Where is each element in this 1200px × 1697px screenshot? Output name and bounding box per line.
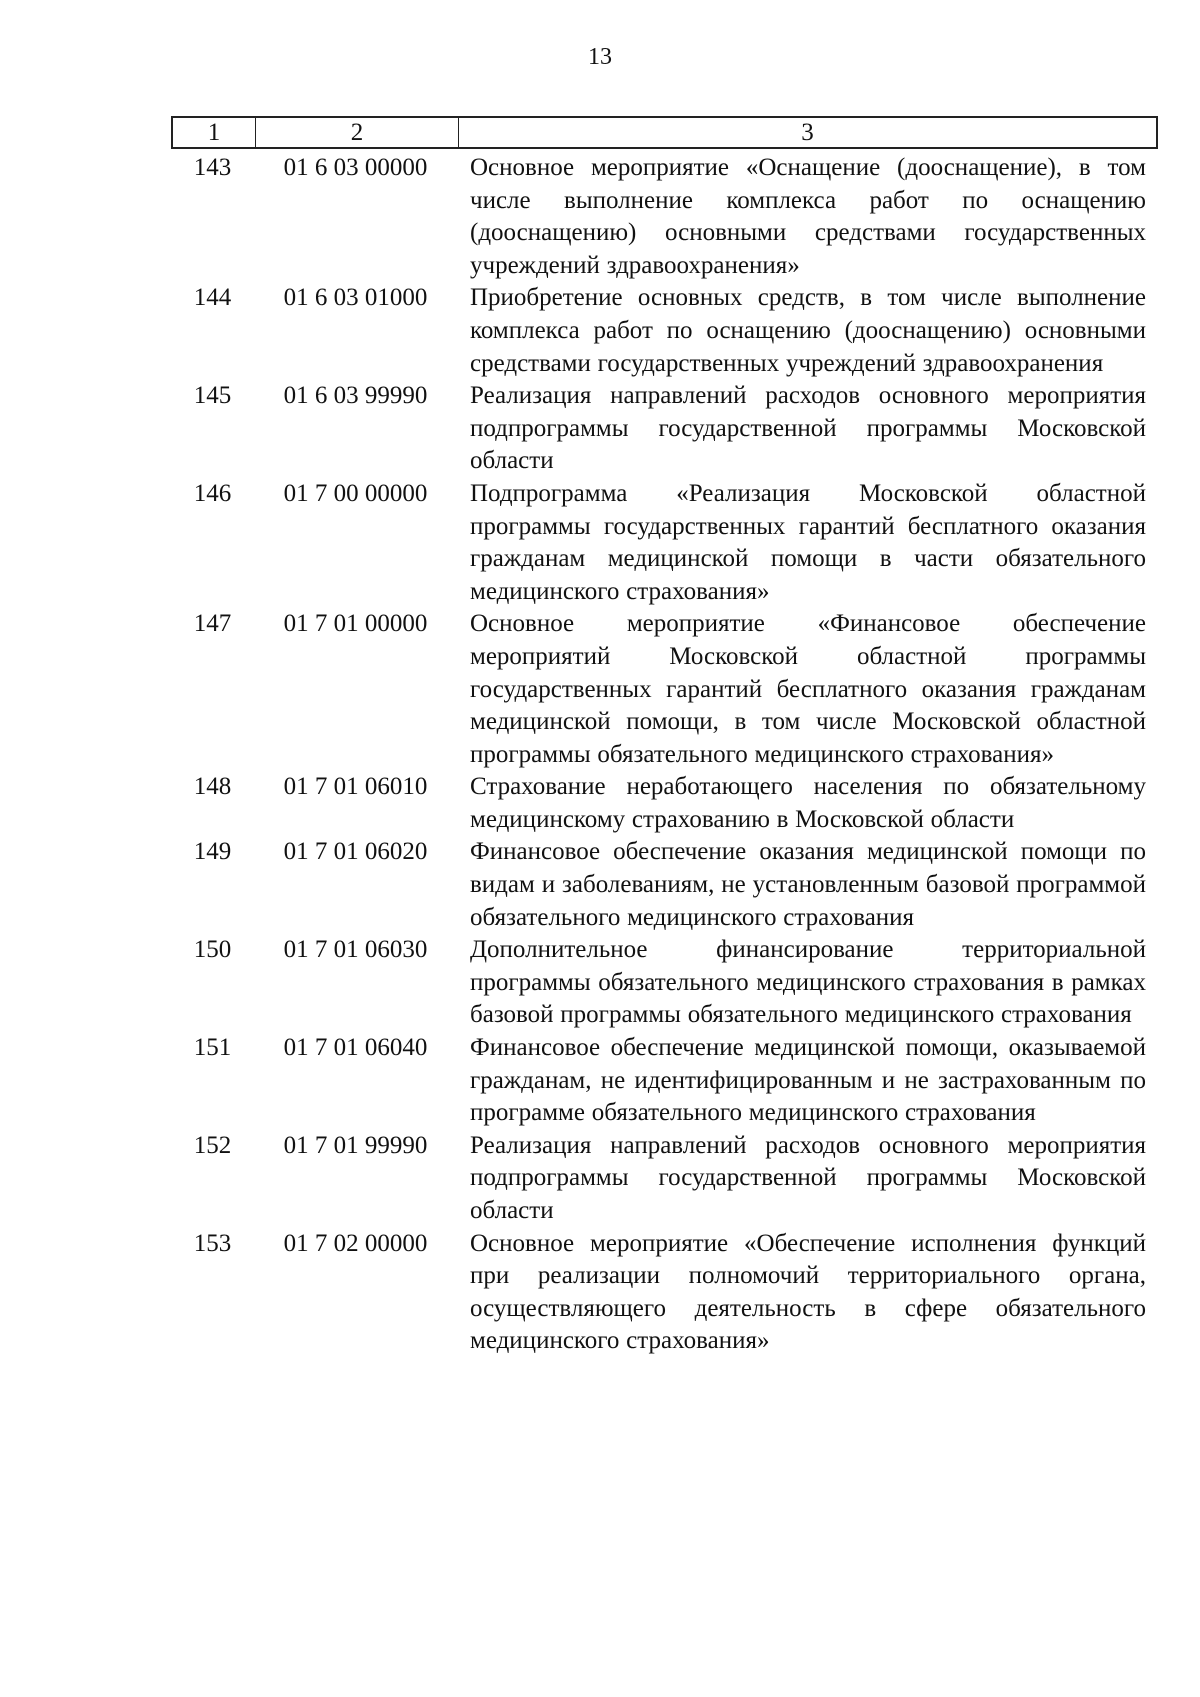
row-name: Приобретение основных средств, в том числе выполнение комплекса работ по оснащению (дооснащению) основными средствами государственных учреждений здравоохранения [470, 284, 1146, 377]
table-row [171, 608, 1158, 771]
table-row [171, 836, 1158, 934]
row-code: 01 7 01 00000 [283, 610, 428, 638]
table-row [171, 1228, 1158, 1358]
table-row [171, 380, 1158, 478]
row-code: 01 6 03 00000 [283, 154, 428, 181]
page-number: 13 [588, 44, 612, 70]
table-row [171, 1130, 1158, 1228]
row-code: 01 7 02 00000 [283, 1229, 428, 1257]
row-name: Подпрограмма «Реализация Московской областной программы государственных гарантий бесплатного оказания гражданам медицинской помощи в части обязательного медицинского страхования» [470, 479, 1146, 605]
row-number: 150 [193, 936, 232, 964]
table-row [171, 152, 1158, 282]
row-number: 147 [193, 610, 232, 638]
row-number: 149 [193, 838, 232, 866]
row-code: 01 7 01 06030 [283, 936, 428, 964]
row-number: 148 [193, 773, 232, 801]
table-header [171, 116, 1158, 149]
table-row [171, 934, 1158, 1032]
row-number: 145 [193, 382, 232, 410]
table-row [171, 1032, 1158, 1130]
header-col-1: 1 [173, 118, 256, 147]
row-name: Основное мероприятие «Оснащение (дооснащение), в том числе выполнение комплекса работ по оснащению (дооснащению) основными средствами государственных учреждений здравоохранения» [470, 154, 1146, 279]
header-col-2: 2 [256, 118, 459, 147]
table-body [171, 152, 1158, 1358]
row-name: Страхование неработающего населения по обязательному медицинскому страхованию в Московской области [470, 773, 1146, 833]
row-number: 153 [193, 1229, 232, 1257]
row-name: Финансовое обеспечение медицинской помощи, оказываемой гражданам, не идентифицированным и не застрахованным по программе обязательного медицинского страхования [470, 1034, 1146, 1127]
row-code: 01 6 03 99990 [283, 382, 428, 410]
row-number: 146 [193, 479, 232, 507]
row-code: 01 7 01 06040 [283, 1034, 428, 1062]
row-name: Основное мероприятие «Обеспечение исполнения функций при реализации полномочий территориального органа, осуществляющего деятельность в сфере обязательного медицинского страхования» [470, 1229, 1146, 1355]
row-number: 151 [193, 1034, 232, 1062]
table-row [171, 282, 1158, 380]
row-name: Реализация направлений расходов основного мероприятия подпрограммы государственной программы Московской области [470, 382, 1146, 475]
row-number: 152 [193, 1131, 232, 1159]
row-code: 01 7 00 00000 [283, 479, 428, 507]
row-name: Основное мероприятие «Финансовое обеспечение мероприятий Московской областной программы государственных гарантий бесплатного оказания гражданам медицинской помощи, в том числе Московской областной программы обязательного медицинского страхования» [470, 610, 1146, 768]
row-number: 144 [193, 284, 232, 312]
header-col-3: 3 [801, 119, 814, 146]
row-code: 01 7 01 06020 [283, 838, 428, 866]
row-name: Финансовое обеспечение оказания медицинской помощи по видам и заболеваниям, не установленным базовой программой обязательного медицинского страхования [470, 838, 1146, 931]
row-code: 01 7 01 99990 [283, 1131, 428, 1159]
row-name: Дополнительное финансирование территориальной программы обязательного медицинского страхования в рамках базовой программы обязательного медицинского страхования [470, 936, 1146, 1029]
row-name: Реализация направлений расходов основного мероприятия подпрограммы государственной программы Московской области [470, 1131, 1146, 1224]
row-number: 143 [193, 154, 232, 181]
table-row [171, 478, 1158, 608]
row-code: 01 7 01 06010 [283, 773, 428, 801]
row-code: 01 6 03 01000 [283, 284, 428, 312]
table-row [171, 771, 1158, 836]
